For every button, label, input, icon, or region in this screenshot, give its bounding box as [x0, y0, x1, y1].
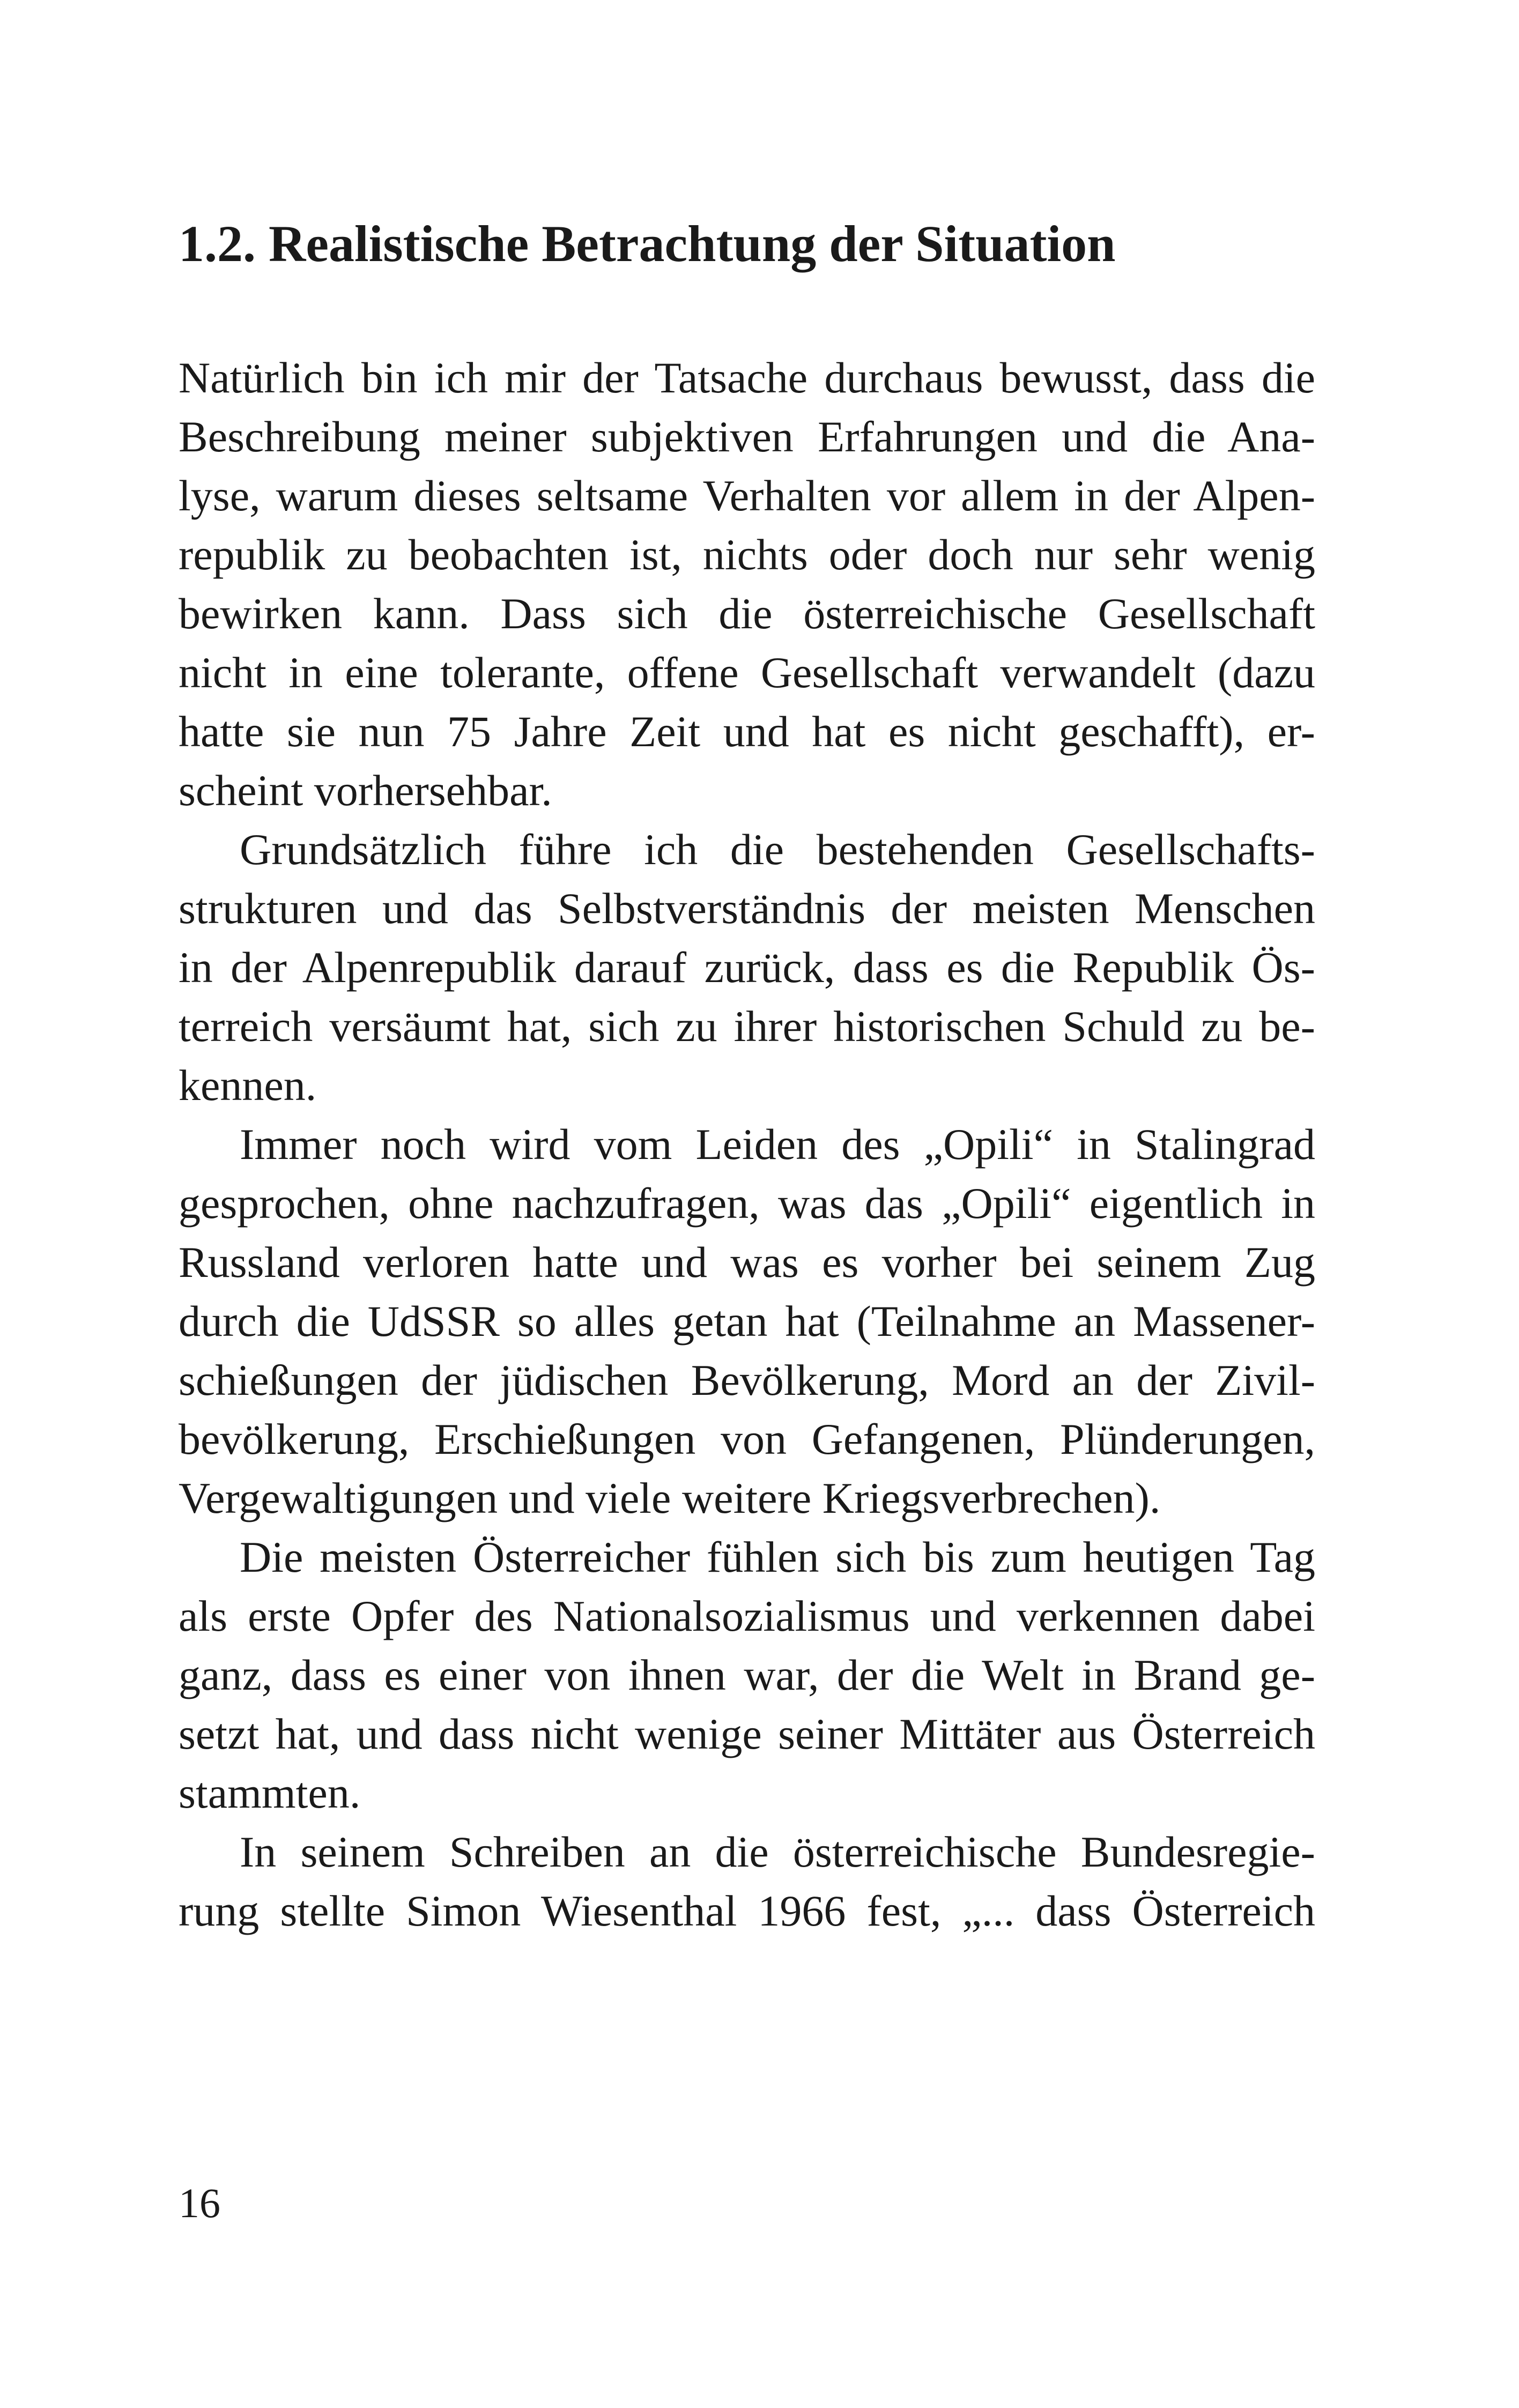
text-line: strukturen und das Selbstverständnis der meisten Menschen [179, 884, 1315, 933]
text-line: scheint vorhersehbar. [179, 766, 552, 815]
section-heading: 1.2. Realistische Betrachtung der Situation [179, 215, 1116, 272]
text-line: Beschreibung meiner subjektiven Erfahrungen und die Ana- [179, 412, 1315, 461]
text-line: bewirken kann. Dass sich die österreichische Gesellschaft [179, 589, 1315, 638]
text-line: in der Alpenrepublik darauf zurück, dass es die Republik Ös- [179, 943, 1315, 992]
text-line: nicht in eine tolerante, offene Gesellschaft verwandelt (dazu [179, 648, 1315, 697]
text-line: gesprochen, ohne nachzufragen, was das „Opili“ eigentlich in [179, 1179, 1315, 1228]
text-line: Vergewaltigungen und viele weitere Kriegsverbrechen). [179, 1474, 1161, 1522]
text-line: Immer noch wird vom Leiden des „Opili“ in Stalingrad [240, 1120, 1315, 1169]
text-line: Grundsätzlich führe ich die bestehenden Gesellschafts- [240, 825, 1315, 874]
text-line: setzt hat, und dass nicht wenige seiner Mittäter aus Österreich [179, 1710, 1315, 1758]
page-number: 16 [179, 2180, 220, 2226]
text-line: stammten. [179, 1768, 361, 1817]
text-line: Natürlich bin ich mir der Tatsache durchaus bewusst, dass die [179, 353, 1315, 402]
text-line: In seinem Schreiben an die österreichische Bundesregie- [240, 1827, 1315, 1876]
text-line: schießungen der jüdischen Bevölkerung, Mord an der Zivil- [179, 1356, 1315, 1404]
text-line: als erste Opfer des Nationalsozialismus und verkennen dabei [179, 1592, 1315, 1640]
text-line: durch die UdSSR so alles getan hat (Teilnahme an Massener- [179, 1297, 1315, 1346]
text-line: republik zu beobachten ist, nichts oder doch nur sehr wenig [179, 530, 1315, 579]
body-text [179, 348, 1315, 1941]
text-line: terreich versäumt hat, sich zu ihrer historischen Schuld zu be- [179, 1002, 1315, 1051]
text-line: lyse, warum dieses seltsame Verhalten vor allem in der Alpen- [179, 471, 1315, 520]
text-line: kennen. [179, 1061, 317, 1110]
text-line: ganz, dass es einer von ihnen war, der die Welt in Brand ge- [179, 1651, 1315, 1699]
text-line: bevölkerung, Erschießungen von Gefangenen, Plünderungen, [179, 1415, 1315, 1463]
text-line: hatte sie nun 75 Jahre Zeit und hat es nicht geschafft), er- [179, 707, 1315, 756]
text-line: Russland verloren hatte und was es vorher bei seinem Zug [179, 1238, 1315, 1287]
text-line: Die meisten Österreicher fühlen sich bis zum heutigen Tag [240, 1533, 1315, 1581]
text-line: rung stellte Simon Wiesenthal 1966 fest, „... dass Österreich [179, 1886, 1315, 1935]
